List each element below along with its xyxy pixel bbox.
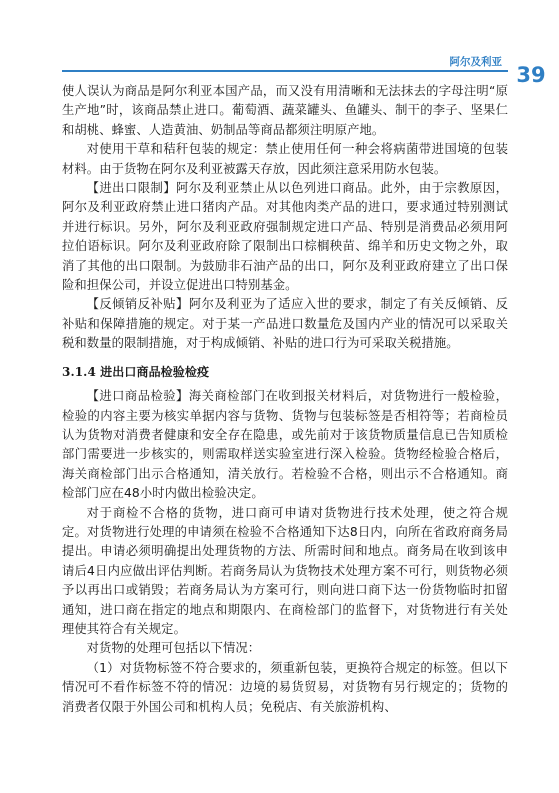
section-heading: 3.1.4 进出口商品检验检疫 bbox=[62, 364, 210, 379]
paragraph-import-export-restrictions: 【进出口限制】阿尔及利亚禁止从以色列进口商品。此外，由于宗教原因，阿尔及利亚政府禁止进口猪肉产品。对其他肉类产品的进口，要求通过特别测试并进行标识。另外，阿尔及利亚政府强制规定进口产品、特别是消费品必须用阿拉伯语标识。阿尔及利亚政府除了限制出口棕榈秧苗、绵羊和历史文物之外，取消了其他的出口限制。为鼓励非石油产品的出口，阿尔及利亚政府建立了出口保险和担保公司，并设立促进出口特别基金。 bbox=[62, 181, 508, 293]
paragraph-treatment-intro: 对货物的处理可包括以下情况： bbox=[86, 641, 261, 656]
paragraph-anti-dumping: 【反倾销反补贴】阿尔及利亚为了适应入世的要求，制定了有关反倾销、反补贴和保障措施的规定。对于某一产品进口数量危及国内产业的情况可以采取关税和数量的限制措施，对于构成倾销、补贴的进口行为可采取关税措施。 bbox=[62, 297, 508, 351]
paragraph-treatment-item-1: （1）对货物标签不符合要求的，须重新包装，更换符合规定的标签。但以下情况可不看作标签不符的情况：边境的易货贸易，对货物有另行规定的；货物的消费者仅限于外国公司和机构人员；免税店、有关旅游机构、 bbox=[62, 660, 508, 714]
paragraph-import-inspection: 【进口商品检验】海关商检部门在收到报关材料后，对货物进行一般检验，检验的内容主要为核实单据内容与货物、货物与包装标签是否相符等；若商检员认为货物对消费者健康和安全存在隐患，或先前对于该货物质量信息已告知质检部门需要进一步核实的，则需取样送实验室进行深入检验。货物经检验合格后，海关商检部门出示合格通知，清关放行。若检验不合格，则出示不合格通知。商检部门应在48小时内做出检验决定。 bbox=[62, 389, 508, 501]
header-country-title: 阿尔及利亚 bbox=[449, 56, 502, 68]
document-body bbox=[62, 82, 508, 717]
paragraph-packaging-rules: 对使用干草和秸秆包装的规定：禁止使用任何一种会将病菌带进国境的包装材料。由于货物在阿尔及利亚被露天存放，因此须注意采用防水包装。 bbox=[62, 142, 508, 176]
page-number: 39 bbox=[516, 63, 546, 87]
paragraph-failed-inspection: 对于商检不合格的货物，进口商可申请对货物进行技术处理，使之符合规定。对货物进行处理的申请须在检验不合格通知下达8日内，向所在省政府商务局提出。申请必须明确提出处理货物的方法、所需时间和地点。商务局在收到该申请后4日内应做出评估判断。若商务局认为货物技术处理方案不可行，则货物必须予以再出口或销毁；若商务局认为方案可行，则向进口商下达一份货物临时扣留通知，进口商在指定的地点和期限内、在商检部门的监督下，对货物进行有关处理使其符合有关规定。 bbox=[62, 505, 508, 636]
header-rule bbox=[62, 70, 508, 72]
paragraph-origin-labeling: 使人误认为商品是阿尔利亚本国产品，而又没有用清晰和无法抹去的字母注明“原生产地”时，该商品禁止进口。葡萄酒、蔬菜罐头、鱼罐头、制干的李子、坚果仁和胡桃、蜂蜜、人造黄油、奶制品等商品都须注明原产地。 bbox=[62, 84, 508, 137]
